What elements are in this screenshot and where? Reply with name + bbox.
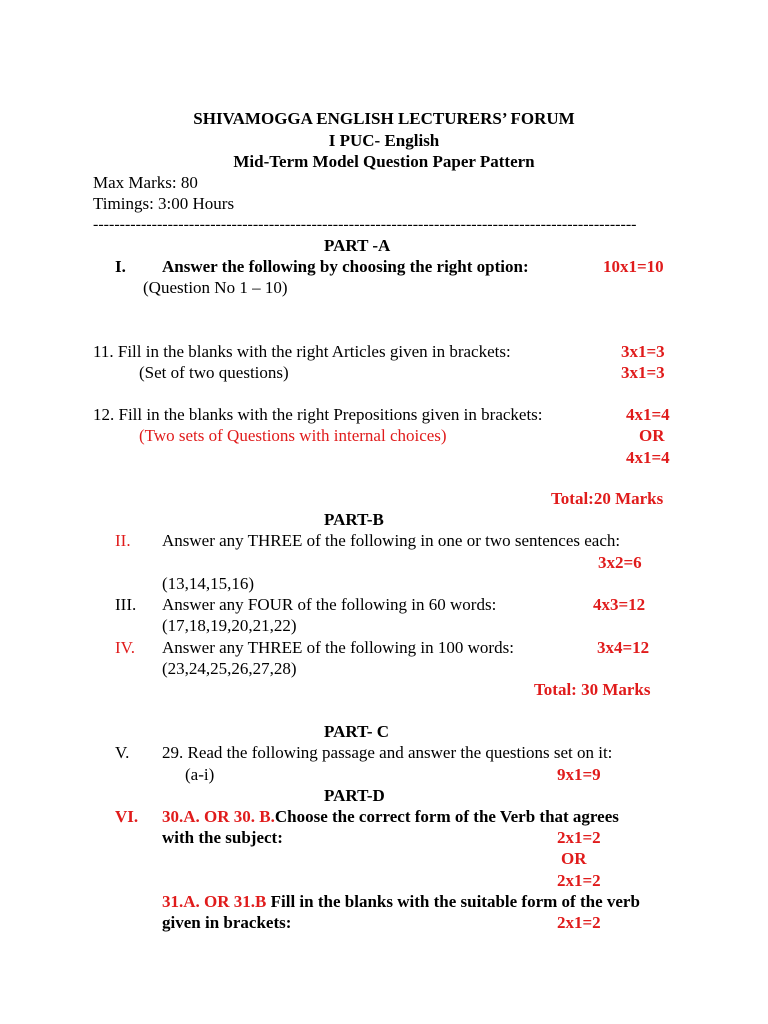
- q6-or: OR: [561, 849, 587, 868]
- q6-marks: 2x1=2: [557, 828, 601, 847]
- q3-text: Answer any FOUR of the following in 60 words:: [162, 595, 497, 614]
- q12-or: OR: [639, 426, 665, 445]
- q5-subtext: (a-i): [185, 765, 215, 784]
- q4-marks: 3x4=12: [597, 638, 650, 657]
- q5-text: 29. Read the following passage and answer the questions set on it:: [162, 743, 613, 762]
- q1-subtext: (Question No 1 – 10): [143, 278, 288, 297]
- divider-line: ------------------------------------------------------------------------------------------------------: [93, 216, 637, 233]
- part-a-total: Total:20 Marks: [551, 489, 664, 508]
- q1-text: Answer the following by choosing the right option:: [162, 257, 529, 276]
- q11-marks: 3x1=3: [621, 342, 665, 361]
- part-b-total: Total: 30 Marks: [534, 680, 651, 699]
- q6-text: Choose the correct form of the Verb that agrees: [274, 807, 619, 826]
- q7-marks: 2x1=2: [557, 913, 601, 932]
- q2-marks: 3x2=6: [598, 553, 642, 572]
- q12-marks-alt: 4x1=4: [626, 448, 670, 467]
- q11-subtext: (Set of two questions): [139, 363, 289, 382]
- q4-text: Answer any THREE of the following in 100 words:: [162, 638, 514, 657]
- q6-number: VI.: [115, 807, 139, 826]
- q5-number: V.: [115, 743, 130, 762]
- q4-number: IV.: [115, 638, 135, 657]
- q1-marks: 10x1=10: [603, 257, 664, 276]
- q7-line1: [162, 892, 640, 912]
- part-b-title: PART-B: [324, 510, 384, 529]
- q4-subtext: (23,24,25,26,27,28): [162, 659, 297, 678]
- q5-marks: 9x1=9: [557, 765, 601, 784]
- q12-marks: 4x1=4: [626, 405, 670, 424]
- max-marks: Max Marks: 80: [93, 173, 198, 192]
- q12-text: 12. Fill in the blanks with the right Prepositions given in brackets:: [93, 405, 543, 424]
- q2-number: II.: [115, 531, 131, 550]
- q7-label: 31.A. OR 31.B: [162, 892, 267, 911]
- q2-text: Answer any THREE of the following in one or two sentences each:: [162, 531, 621, 550]
- q6-line1: [162, 807, 619, 827]
- q3-marks: 4x3=12: [593, 595, 646, 614]
- q6-label: 30.A. OR 30. B.: [162, 807, 275, 826]
- course-title: I PUC- English: [328, 131, 440, 150]
- q7-text: Fill in the blanks with the suitable form of the verb: [266, 892, 640, 911]
- q2-subtext: (13,14,15,16): [162, 574, 255, 593]
- q6-marks-alt: 2x1=2: [557, 871, 601, 890]
- q11-text: 11. Fill in the blanks with the right Articles given in brackets:: [93, 342, 511, 361]
- part-c-title: PART- C: [324, 722, 390, 741]
- q1-number: I.: [115, 257, 126, 276]
- q7-text-line2: given in brackets:: [162, 913, 292, 932]
- q12-subtext: (Two sets of Questions with internal choices): [139, 426, 447, 445]
- part-a-title: PART -A: [324, 236, 391, 255]
- forum-title: SHIVAMOGGA ENGLISH LECTURERS’ FORUM: [193, 109, 575, 128]
- paper-title: Mid-Term Model Question Paper Pattern: [233, 152, 535, 171]
- q3-subtext: (17,18,19,20,21,22): [162, 616, 297, 635]
- part-d-title: PART-D: [324, 786, 385, 805]
- timings: Timings: 3:00 Hours: [93, 194, 235, 213]
- q11-sub-marks: 3x1=3: [621, 363, 665, 382]
- q6-text-line2: with the subject:: [162, 828, 283, 847]
- q3-number: III.: [115, 595, 137, 614]
